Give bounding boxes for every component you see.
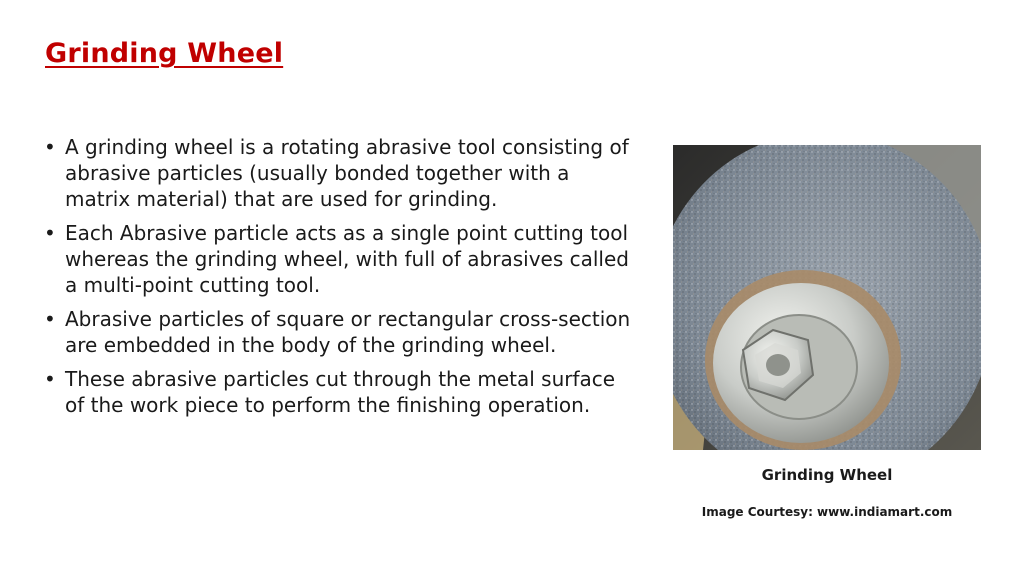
bullet-dot-icon: • (44, 135, 56, 159)
bullet-text: Abrasive particles of square or rectangular cross-section are embedded in the body of the grinding wheel. (65, 307, 631, 357)
grinding-wheel-illustration (673, 145, 981, 450)
bullet-item (40, 366, 640, 418)
image-caption: Grinding Wheel (761, 466, 893, 484)
bullet-dot-icon: • (44, 367, 56, 391)
bullet-text: These abrasive particles cut through the metal surface of the work piece to perform the finishing operation. (65, 367, 616, 417)
slide-title: Grinding Wheel (45, 38, 284, 69)
bolt-end (766, 354, 790, 376)
bullet-text: Each Abrasive particle acts as a single point cutting tool whereas the grinding wheel, with full of abrasives called a multi-point cutting tool. (65, 221, 629, 297)
bullet-dot-icon: • (44, 221, 56, 245)
bullet-list (40, 134, 640, 426)
bullet-text: A grinding wheel is a rotating abrasive tool consisting of abrasive particles (usually bonded together with a matrix material) that are used for grinding. (65, 135, 629, 211)
bullet-item (40, 134, 640, 212)
bullet-dot-icon: • (44, 307, 56, 331)
bullet-item (40, 306, 640, 358)
image-courtesy: Image Courtesy: www.indiamart.com (701, 505, 953, 519)
bullet-item (40, 220, 640, 298)
grinding-wheel-photo (673, 145, 981, 450)
